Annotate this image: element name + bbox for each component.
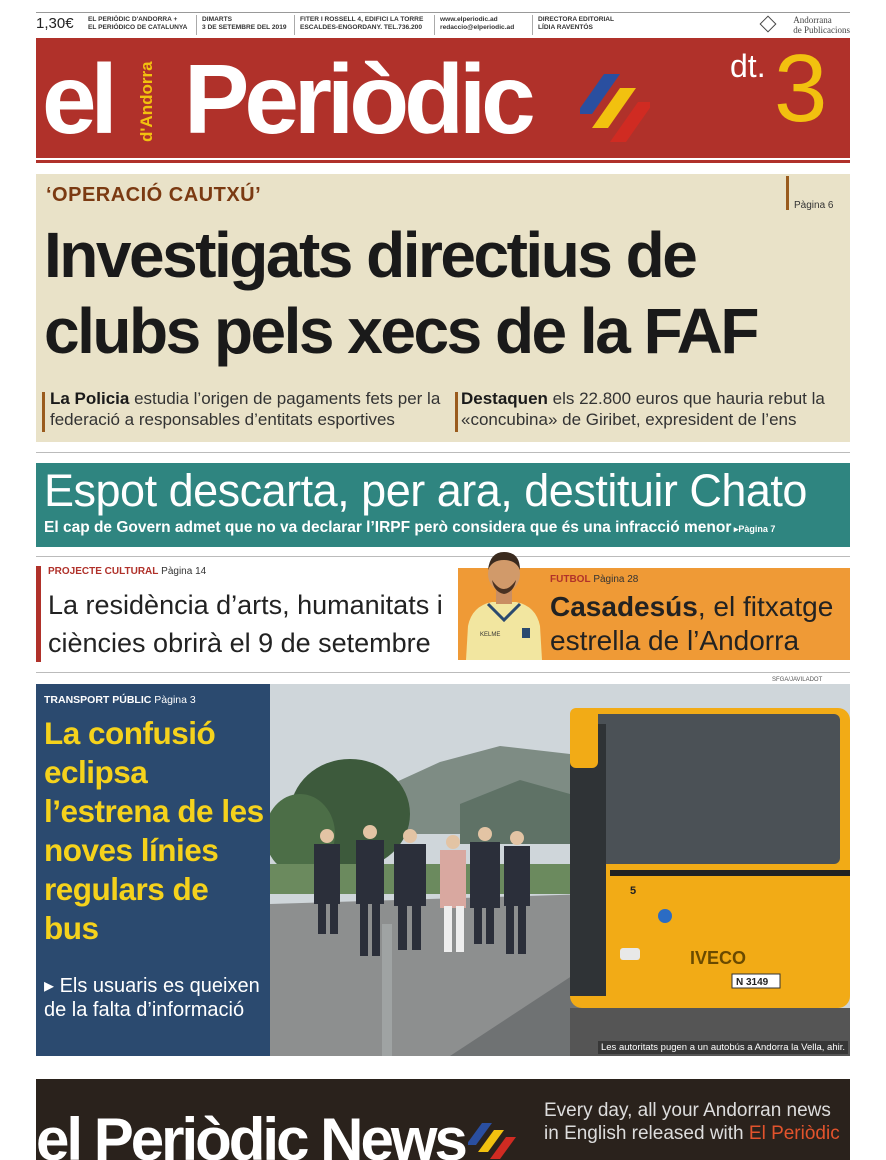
divider bbox=[36, 452, 850, 453]
publisher-diamond-icon bbox=[760, 16, 777, 33]
bus-plate-text: N 3149 bbox=[736, 977, 769, 988]
logo-andorra: d'Andorra bbox=[137, 61, 156, 142]
player-photo bbox=[458, 544, 550, 660]
lead-subhead-2 bbox=[461, 388, 846, 430]
espot-story[interactable] bbox=[36, 463, 850, 547]
culture-marker bbox=[36, 566, 41, 662]
lead-sub1-text: estudia l’origen de pagaments fets per la federació a responsables d’entitats esportives bbox=[50, 389, 441, 429]
subhead-marker bbox=[455, 392, 458, 432]
divider bbox=[36, 672, 850, 673]
date-day: DIMARTS bbox=[202, 16, 233, 23]
futbol-story[interactable] bbox=[458, 568, 850, 660]
masthead bbox=[36, 38, 850, 158]
culture-kicker-text: PROJECTE CULTURAL bbox=[48, 566, 159, 577]
bus-brand-text: IVECO bbox=[690, 948, 747, 968]
day-name: dt. bbox=[730, 48, 766, 84]
publisher-name bbox=[793, 15, 850, 35]
futbol-headline bbox=[550, 590, 850, 658]
bus-scene-image bbox=[270, 684, 850, 1056]
contact-info bbox=[440, 16, 514, 32]
lead-sub2-text: els 22.800 euros que hauria rebut la «concubina» de Giribet, expresident de l’ens bbox=[461, 389, 825, 429]
edition-line-2: EL PERIÓDICO DE CATALUNYA bbox=[88, 24, 188, 31]
director-name: LÍDIA RAVENTÓS bbox=[538, 24, 593, 31]
bus-photo bbox=[270, 684, 850, 1056]
publisher-line-1: Andorrana bbox=[793, 15, 832, 25]
futbol-kicker-text: FUTBOL bbox=[550, 574, 591, 585]
address-line-2: ESCALDES-ENGORDANY. TEL.736.200 bbox=[300, 24, 423, 31]
futbol-headline-text: , el fitxatge estrella de l’Andorra bbox=[550, 591, 834, 656]
edition-info bbox=[88, 16, 187, 32]
bus-subhead: ▸ Els usuaris es queixen de la falta d’informació bbox=[44, 975, 260, 1021]
lead-headline-line-1: Investigats directius de bbox=[44, 219, 696, 291]
lead-headline-line-2: clubs pels xecs de la FAF bbox=[44, 295, 757, 367]
edition-line-1: EL PERIÒDIC D'ANDORRA + bbox=[88, 16, 178, 23]
espot-subhead bbox=[44, 519, 775, 537]
publisher-line-2: de Publicacions bbox=[793, 25, 850, 35]
lead-sub2-bold: Destaquen bbox=[461, 389, 548, 408]
logo-el: el bbox=[42, 44, 112, 154]
price: 1,30€ bbox=[36, 15, 74, 32]
futbol-kicker bbox=[550, 574, 638, 585]
news-text-body: Every day, all your Andorran news in English released with bbox=[544, 1100, 831, 1144]
address-line-1: FITER I ROSSELL 4, EDIFICI LA TORRE bbox=[300, 16, 424, 23]
address-info bbox=[300, 16, 423, 32]
director-title: DIRECTORA EDITORIAL bbox=[538, 16, 615, 23]
news-logo: el Periòdic News bbox=[36, 1106, 465, 1160]
espot-headline: Espot descarta, per ara, destituir Chato bbox=[44, 465, 807, 516]
lead-subhead-1 bbox=[50, 388, 450, 430]
bus-headline: La confusió eclipsa l’estrena de les noves línies regulars de bus bbox=[44, 715, 264, 946]
director-info bbox=[538, 16, 614, 32]
espot-subhead-text: El cap de Govern admet que no va declarar l’IRPF però considera que és una infracció menor bbox=[44, 519, 732, 536]
bus-page-ref: Pàgina 3 bbox=[151, 694, 196, 706]
culture-page-ref: Pàgina 14 bbox=[158, 566, 207, 577]
culture-story[interactable] bbox=[36, 566, 450, 662]
date-info bbox=[202, 16, 287, 32]
espot-page-ref: ▸Pàgina 7 bbox=[731, 524, 776, 534]
news-brand-text: El Periòdic bbox=[748, 1123, 840, 1144]
subhead-marker bbox=[42, 392, 45, 432]
date-full: 3 DE SETEMBRE DEL 2019 bbox=[202, 24, 287, 31]
bus-kicker-text: TRANSPORT PÚBLIC bbox=[44, 694, 152, 706]
culture-kicker bbox=[48, 566, 206, 577]
futbol-headline-bold: Casadesús bbox=[550, 591, 698, 622]
flag-stripes-icon bbox=[468, 1123, 516, 1160]
culture-headline: La residència d’arts, humanitats i ciències obrirà el 9 de setembre bbox=[48, 590, 443, 658]
logo-periodic: Periòdic bbox=[184, 44, 531, 154]
news-banner[interactable] bbox=[36, 1079, 850, 1160]
svg-text:KELME: KELME bbox=[480, 632, 501, 638]
lead-page-ref: Pàgina 6 bbox=[794, 200, 834, 211]
lead-sub1-bold: La Policia bbox=[50, 389, 130, 408]
futbol-page-ref: Pàgina 28 bbox=[590, 574, 639, 585]
lead-story[interactable] bbox=[36, 174, 850, 442]
day-number: 3 bbox=[774, 38, 828, 142]
email-link[interactable]: redaccio@elperiodic.ad bbox=[440, 24, 515, 31]
website-link[interactable]: www.elperiodic.ad bbox=[440, 16, 498, 23]
bus-number-text: 5 bbox=[630, 885, 637, 897]
news-text bbox=[544, 1099, 844, 1145]
photo-credit: SFGA/JAVILADOT bbox=[772, 677, 823, 683]
page-marker bbox=[786, 176, 789, 210]
flag-stripes-icon bbox=[580, 74, 650, 148]
top-info-bar bbox=[36, 12, 850, 36]
divider bbox=[36, 556, 850, 557]
photo-caption: Les autoritats pugen a un autobús a Andorra la Vella, ahir. bbox=[598, 1041, 848, 1054]
lead-kicker: ‘OPERACIÓ CAUTXÚ’ bbox=[46, 184, 262, 206]
bus-kicker bbox=[44, 694, 196, 706]
masthead-rule bbox=[36, 160, 850, 163]
bus-story-panel[interactable] bbox=[36, 684, 270, 1056]
